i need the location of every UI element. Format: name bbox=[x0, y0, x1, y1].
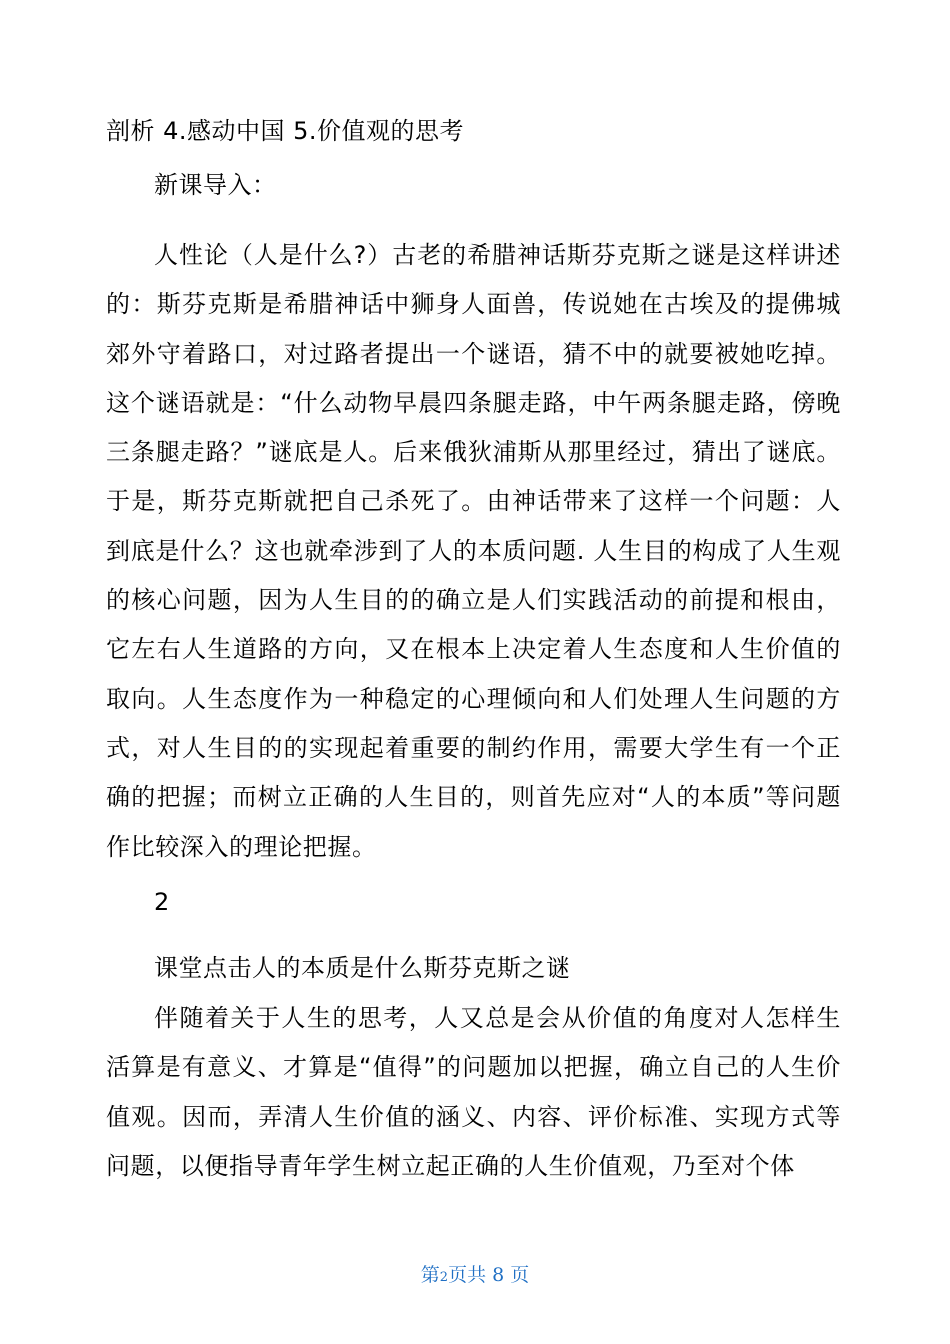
footer-page-number: 2 bbox=[439, 1270, 449, 1285]
footer-prefix: 第 bbox=[420, 1264, 440, 1286]
page-footer bbox=[0, 1262, 950, 1291]
number-line: 2 bbox=[154, 888, 170, 916]
intro-label: 新课导入： bbox=[154, 171, 277, 199]
footer-suffix: 页共 8 页 bbox=[448, 1264, 530, 1286]
body-paragraph-2: 伴随着关于人生的思考，人又总是会从价值的角度对人怎样生活算是有意义、才算是“值得”的问题加以把握，确立自己的人生价值观。因而，弄清人生价值的涵义、内容、评价标准、实现方式等问题，以便指导青年学生树立起正确的人生价值观，乃至对个体 bbox=[106, 1004, 841, 1180]
heading-line: 剖析 4.感动中国 5.价值观的思考 bbox=[106, 117, 465, 145]
section-title: 课堂点击人的本质是什么斯芬克斯之谜 bbox=[154, 954, 571, 982]
body-paragraph-1: 人性论（人是什么?）古老的希腊神话斯芬克斯之谜是这样讲述的：斯芬克斯是希腊神话中狮身人面兽，传说她在古埃及的提佛城郊外守着路口，对过路者提出一个谜语，猜不中的就要被她吃掉。这个谜语就是：“什么动物早晨四条腿走路，中午两条腿走路，傍晚三条腿走路？”谜底是人。后来俄狄浦斯从那里经过，猜出了谜底。于是，斯芬克斯就把自己杀死了。由神话带来了这样一个问题：人到底是什么？这也就牵涉到了人的本质问题. 人生目的构成了人生观的核心问题，因为人生目的的确立是人们实践活动的前提和根由，它左右人生道路的方向，又在根本上决定着人生态度和人生价值的取向。人生态度作为一种稳定的心理倾向和人们处理人生问题的方式，对人生目的的实现起着重要的制约作用，需要大学生有一个正确的把握；而树立正确的人生目的，则首先应对“人的本质”等问题作比较深入的理论把握。 bbox=[106, 241, 841, 861]
